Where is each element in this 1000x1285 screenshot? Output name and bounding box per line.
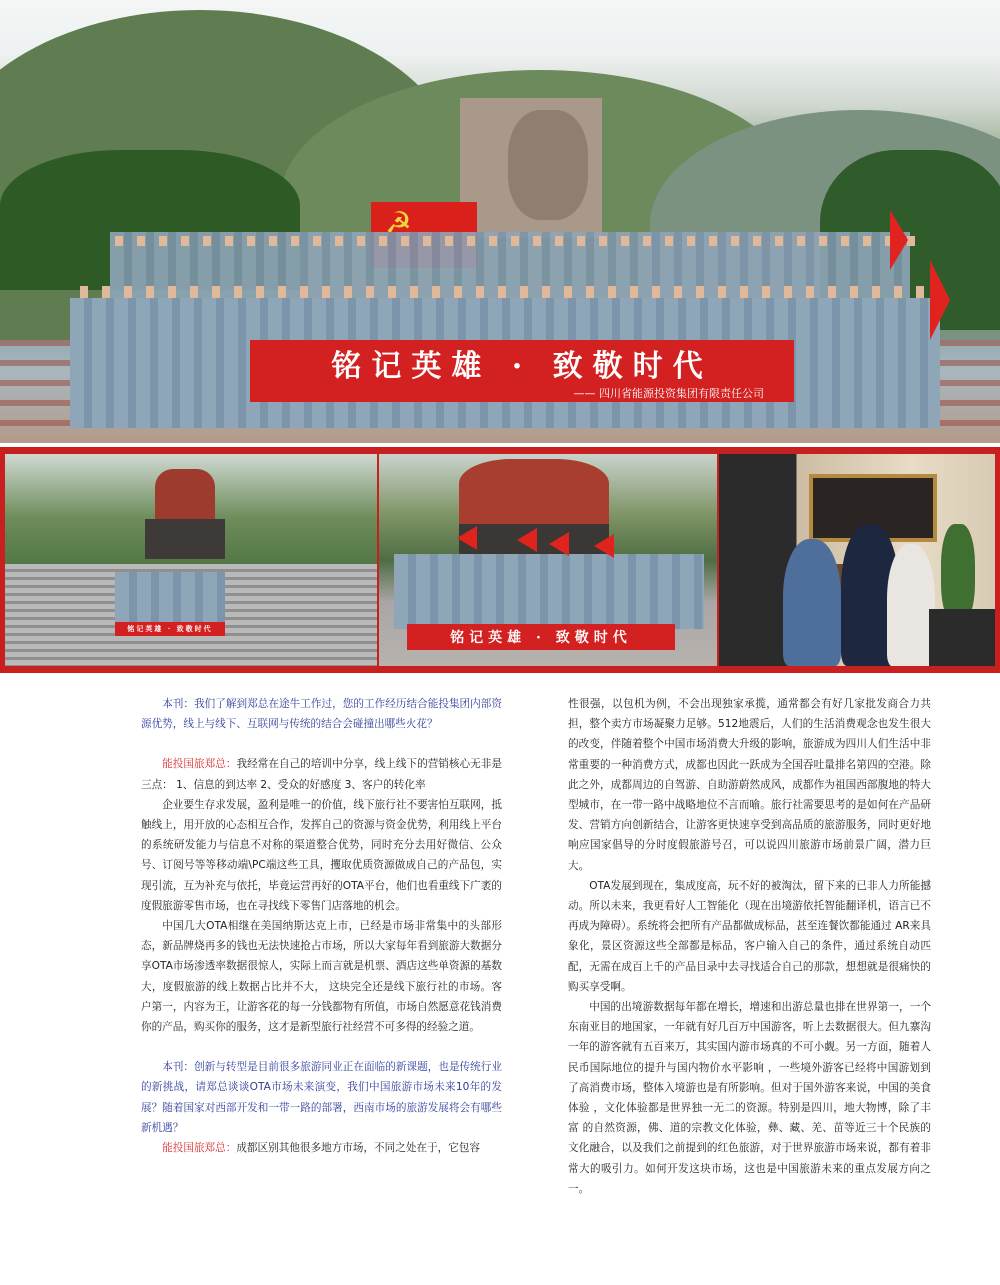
red-pennant xyxy=(549,532,569,556)
answer-1 xyxy=(141,754,502,794)
person-right xyxy=(887,544,935,666)
spacer xyxy=(141,1037,502,1057)
answer-text: 我经常在自己的培训中分享，线上线下的营销核心无非是三点： 1、信息的到达率 2、受众的好感度 3、客户的转化率 xyxy=(141,758,503,791)
red-pennant xyxy=(594,534,614,558)
red-pennant xyxy=(890,210,908,270)
paragraph: 中国几大OTA相继在美国纳斯达克上市，已经是市场非常集中的头部形态，新品牌烧再多的钱也无法快速抢占市场，所以大家每年看到旅游大数据分享OTA市场渗透率数据很惊人，实际上而言就是机票、酒店这些单资源的基数大，度假旅游的线上数据占比并不大， 这块完全还是线下旅行社的市场。客户第一，内容为王，让游客花的每一分钱都物有所值，市场自然愿意花钱消费你的产品，购买你的服务，这才是新型旅行社经营不可多得的经验之道。 xyxy=(141,920,502,1034)
red-pennant xyxy=(930,260,950,340)
group-heads xyxy=(115,236,915,246)
photo-three-people-office xyxy=(719,454,995,666)
article-column-right xyxy=(568,694,931,1199)
question-label: 本刊： xyxy=(162,1061,195,1074)
photo2-banner xyxy=(407,624,675,650)
hero-group-photo xyxy=(0,0,1000,443)
question-2 xyxy=(141,1057,502,1138)
photo2-banner-text: 铭记英雄 · 致敬时代 xyxy=(450,630,632,646)
red-pennant xyxy=(517,528,537,552)
photo1-banner xyxy=(115,622,225,636)
paragraph: 企业要生存求发展，盈利是唯一的价值，线下旅行社不要害怕互联网，抵触线上，用开放的心态相互合作，发挥自己的资源与资金优势，利用线上平台的系统研发能力与信息不对称的渠道整合优势，同时充分去用好微信、公众号、订阅号等等移动端\PC端这些工具，攫取优质资源做成自己的产品包，实现引流，互为补充与依托，毕竟运营再好的OTA平台，他们也看重线下广袤的度假旅游零售市场，也在寻找线下零售门店落地的机会。 xyxy=(141,798,502,912)
question-label: 本刊： xyxy=(162,698,195,710)
article-column-left xyxy=(141,694,502,1158)
photo-sculpture-group xyxy=(379,454,717,666)
spacer xyxy=(141,734,502,754)
photo2-crowd xyxy=(394,554,704,629)
answer-speaker: 能投国旅郑总： xyxy=(162,758,237,771)
monument-base xyxy=(145,519,225,559)
sculpture xyxy=(459,459,609,529)
paragraph: 性很强，以包机为例，不会出现独家承揽，通常都会有好几家批发商合力共担，整个卖方市场凝聚力足够。512地震后，人们的生活消费观念也发生很大的改变，伴随着整个中国市场消费大升级的影响，旅游成为四川人们生活中非常重要的一种消费方式，成都也因此一跃成为全国吞吐量排名第四的空港。除此之外，成都周边的自驾游、自助游蔚然成风，成都作为祖国西部腹地的特大型城市，在一带一路中战略地位不言而喻。旅行社需要思考的是如何在产品研发、营销方向创新结合，让游客更快速享受到高品质的旅游服务，同时更好地响应国家倡导的分时度假旅游号召，可以说四川旅游市场前景广阔，潜力巨大。 xyxy=(568,698,931,872)
answer-text: 成都区别其他很多地方市场，不同之处在于，它包容 xyxy=(236,1142,480,1155)
question-text: 创新与转型是目前很多旅游同业正在面临的新课题，也是传统行业的新挑战，请郑总谈谈OTA市场未来演变，我们中国旅游市场未来10年的发展？随着国家对西部开发和一带一路的部署，西南市场的旅游发展将会有哪些新机遇？ xyxy=(141,1061,503,1134)
person-left xyxy=(783,539,841,666)
question-1 xyxy=(141,694,502,734)
paragraph: OTA发展到现在，集成度高，玩不好的被淘汰，留下来的已非人力所能撼动。所以未来，我更看好人工智能化（现在出境游依托智能翻译机，语言已不再成为障碍）。系统将会把所有产品都做成标品，甚至连餐饮都能通过 AR来具象化，景区资源这些全部都是标品，客户输入自己的条件，通过系统自动匹配，无需在成百上千的产品目录中去寻找适合自己的那款，想想就是很痛快的购买享受啊。 xyxy=(568,879,931,993)
question-text: 我们了解到郑总在途牛工作过，您的工作经历结合能投集团内部资源优势，线上与线下、互联网与传统的结合会碰撞出哪些火花？ xyxy=(141,698,503,731)
monument-face xyxy=(508,110,588,220)
hero-banner xyxy=(250,340,794,402)
photo1-banner-text: 铭记英雄 · 致敬时代 xyxy=(127,624,213,633)
red-pennant xyxy=(457,526,477,550)
paragraph: 中国的出境游数据每年都在增长，增速和出游总量也排在世界第一，一个东南亚目的地国家，一年就有好几百万中国游客，听上去数据很大。但九寨沟一年的游客就有五百来万，其实国内游市场真的不可小觑。另一方面，随着人民币国际地位的提升与国内物价水平影响 ，一些境外游客已经将中国游划到了高消费市场，整体入境游也是有所影响。但对于国外游客来说，中国的美食体验 ，文化体验都是世界独一无二的资源。特别是四川，地大物博，除了丰富 的自然资源，佛、道的宗教文化体验，彝、藏、羌、苗等近三十个民族的文化融合，以及我们之前提到的红色旅游，对于世界旅游市场来说，都有着非常大的吸引力。如何开发这块市场，这也是中国旅游未来的重点发展方向之一。 xyxy=(568,1001,931,1195)
photo1-crowd xyxy=(115,572,225,622)
sofa xyxy=(929,609,995,666)
hero-banner-text: 铭记英雄 · 致敬时代 xyxy=(331,349,713,384)
answer-speaker: 能投国旅郑总： xyxy=(162,1142,237,1155)
photo-monument-steps xyxy=(5,454,377,666)
answer-2 xyxy=(141,1138,502,1158)
group-heads xyxy=(80,286,940,298)
hero-banner-subtext: —— 四川省能源投资集团有限责任公司 xyxy=(573,387,764,400)
